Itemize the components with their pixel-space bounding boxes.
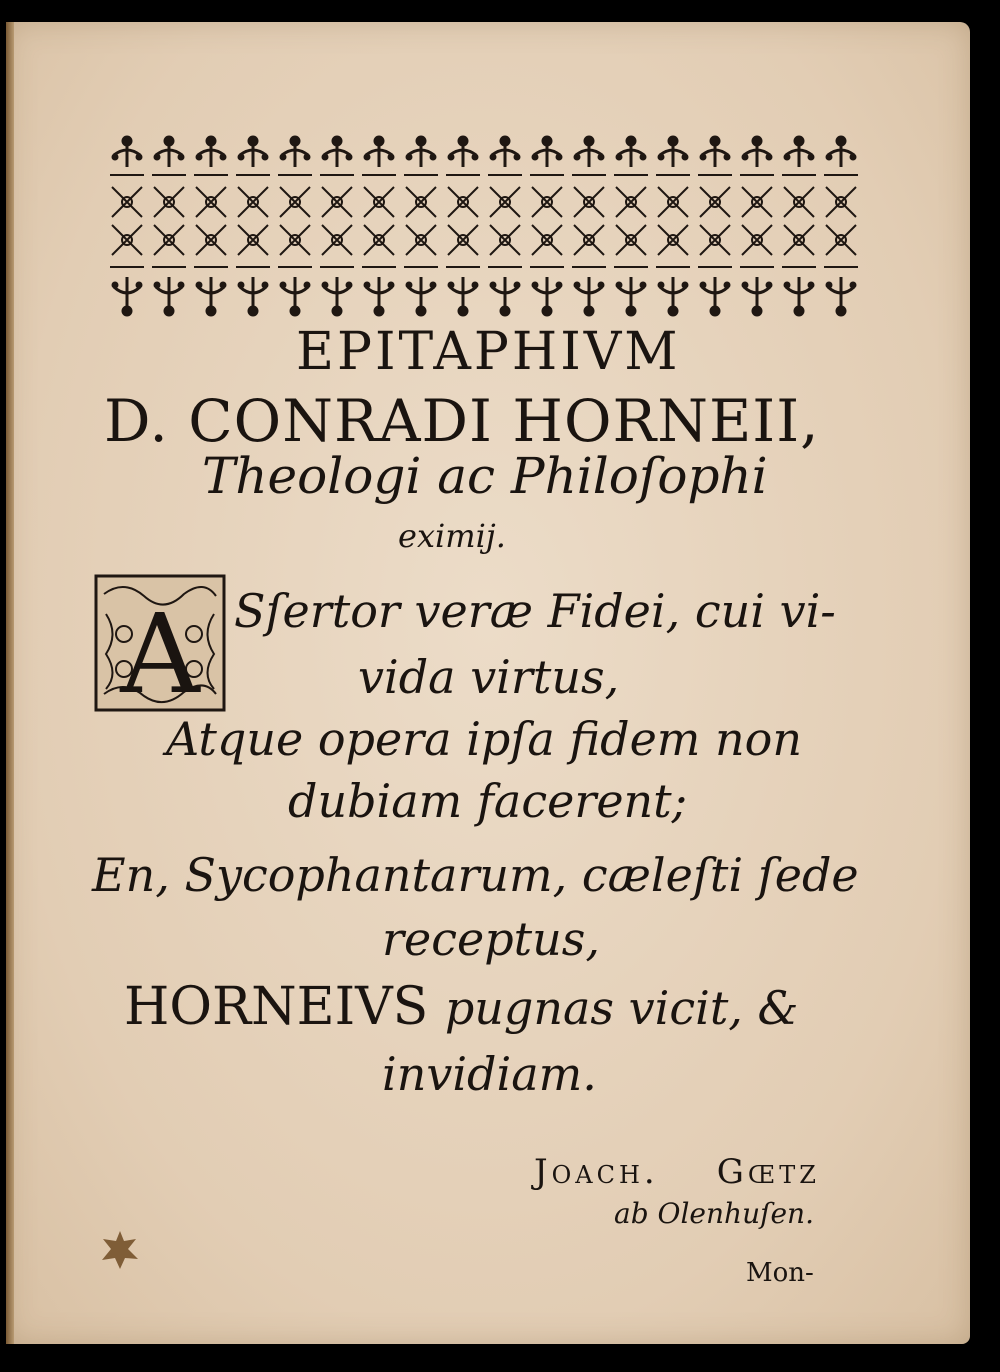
decorated-initial-a — [94, 574, 226, 712]
verse-line-3: Atque opera ipſa fidem non — [166, 712, 802, 766]
author-first: Joach. — [534, 1152, 659, 1192]
verse-name-horneius: HORNEIVS — [124, 977, 429, 1037]
catchword: Mon- — [746, 1258, 814, 1288]
verse-line-4: dubiam facerent; — [288, 774, 688, 828]
verse-line-7-rest: pugnas vicit, & — [444, 981, 799, 1035]
book-page — [6, 22, 970, 1344]
author-origin: ab Olenhuſen. — [614, 1197, 814, 1230]
verse-line-2: vida virtus, — [358, 650, 620, 704]
verse-line-6: receptus, — [382, 912, 600, 966]
page-spine-edge — [6, 22, 14, 1344]
author-name — [534, 1152, 820, 1192]
heading-name: D. CONRADI HORNEII, — [104, 387, 820, 455]
svg-text:A: A — [120, 590, 200, 712]
heading-epitaph: EPITAPHIVM — [296, 322, 681, 382]
heading-subtitle: Theologi ac Philoſophi — [202, 447, 768, 505]
verse-line-7 — [124, 977, 799, 1037]
ink-stain — [98, 1227, 142, 1273]
verse-line-5: En, Sycophantarum, cæleſti ſede — [92, 848, 859, 902]
heading-eximij: eximij. — [398, 517, 506, 555]
verse-line-8: invidiam. — [382, 1047, 597, 1101]
author-last: Gœtz — [716, 1152, 820, 1192]
verse-line-1: Sſertor veræ Fidei, cui vi- — [234, 584, 836, 638]
decorative-headpiece — [106, 127, 866, 327]
